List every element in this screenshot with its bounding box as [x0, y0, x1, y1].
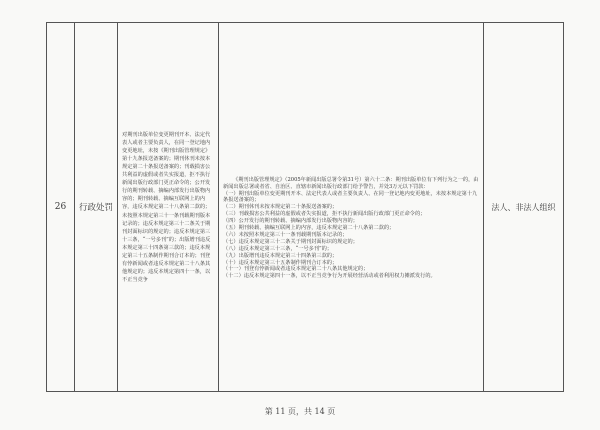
- penalty-type: 行政处罚: [75, 23, 118, 392]
- penalty-item-cell: [118, 23, 219, 392]
- legal-basis-clause: （三）刊载损害公共利益的虚假或者失实报道，拒不执行新闻出版行政部门更正命令的；: [223, 211, 426, 218]
- legal-basis-clause: （十一）刊登有悖新闻或者违反本规定第二十八条其他规定的；: [223, 266, 369, 273]
- page-number: 第 11 页，共 14 页: [264, 407, 336, 416]
- legal-basis-clause: （六）未按照本规定第三十一条刊载期刊版本记录的；: [223, 231, 348, 238]
- legal-basis-clause: （九）出版增刊违反本规定第三十四条第三款的；: [223, 252, 338, 259]
- legal-basis-heading: 《期刊出版管理规定》（2005年新闻出版总署令第31号）第六十二条：期刊出版单位有下列行为之一的，由新闻出版总署或者省、自治区、直辖市新闻出版行政部门给予警告，并处3万元以下罚款：: [223, 176, 479, 190]
- subject-cell: [484, 23, 564, 392]
- legal-basis-clause: （十二）违反本规定第四十一条，以不正当竞争行为开展经营活动或者利用权力摊派发行的。: [223, 273, 436, 280]
- legal-basis-clause: （二）期刊休刊未按本规定第二十条报送备案的；: [223, 204, 338, 211]
- penalty-item-text: 对期刊出版单位变更期刊开本、法定代表人或者主要负责人，在同一登记地内变更地址，未按《期刊出版管理规定》第十九条报送备案的；期刊休刊未按本规定第二十条报送备案的；刊载损害公共利益的虚假或者失实报道，拒不执行新闻出版行政部门更正命令的；公开发行的期刊转载、摘编内部发行出版物内容的；期刊转载、摘编互联网上的内容，违反本规定第二十八条第二款的；未按照本规定第三十一条刊载期刊版本记录的；违反本规定第三十二条关于期刊封面标识的规定的；违反本规定第三十三条，“一号多刊”的；出版增刊违反本规定第三十四条第三款的；违反本规定第三十五条制作期刊合订本的；刊登有悖新闻或者违反本规定第二十八条其他规定的；违反本规定第四十一条，以不正当竞争: [122, 132, 211, 283]
- legal-basis-cell: [219, 23, 484, 392]
- legal-basis-clause: （七）违反本规定第三十二条关于期刊封面标识的规定的；: [223, 238, 358, 245]
- legal-basis-clause: （四）公开发行的期刊转载、摘编内部发行出版物内容的；: [223, 218, 358, 225]
- table-row: [47, 23, 564, 392]
- legal-basis-clause: （五）期刊转载、摘编互联网上的内容，违反本规定第二十八条第二款的；: [223, 225, 395, 232]
- legal-basis-clause: （一）期刊出版单位变更期刊开本、法定代表人或者主要负责人、在同一登记地内变更地址，未按本规定第十九条报送备案的；: [223, 190, 478, 204]
- penalty-table: [46, 22, 564, 392]
- legal-basis-clause: （八）违反本规定第三十三条，“一号多刊”的；: [223, 245, 333, 252]
- legal-basis: [219, 134, 483, 281]
- penalty-subject: 法人、非法人组织: [491, 202, 556, 212]
- legal-basis-clause: （十）违反本规定第三十五条制作期刊合订本的；: [223, 259, 338, 266]
- row-number: 26: [47, 23, 75, 392]
